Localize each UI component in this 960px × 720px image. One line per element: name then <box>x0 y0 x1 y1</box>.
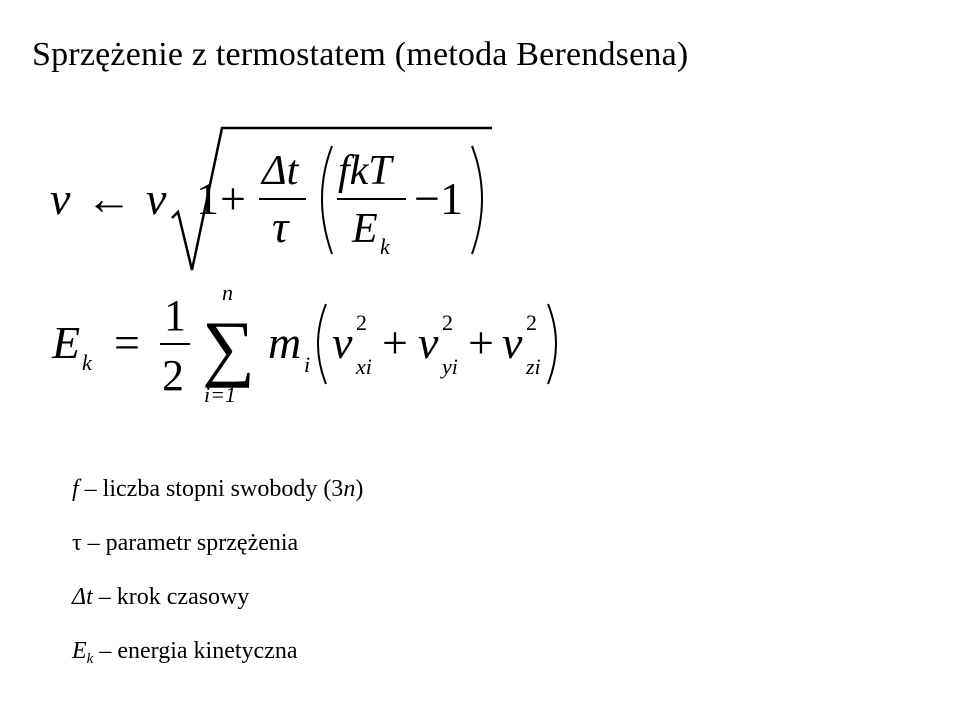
eq2-lhs-k: k <box>82 350 92 375</box>
berendsen-scaling-equation <box>40 118 560 278</box>
legend-ek-symbol: E <box>72 638 87 664</box>
eq2-sum-lower: i=1 <box>204 382 236 407</box>
eq1-one: 1 <box>196 173 219 224</box>
eq1-plus: + <box>220 173 246 224</box>
legend-dt-delta: Δ <box>72 584 87 610</box>
eq2-half-den: 2 <box>162 351 184 400</box>
eq1-left-paren <box>322 146 332 254</box>
legend-f-n: n <box>343 476 356 502</box>
legend-f-close: ) <box>355 476 364 502</box>
eq2-v3: v <box>502 317 523 368</box>
legend-tau-symbol: τ <box>72 530 82 556</box>
legend-time-step <box>72 584 249 611</box>
eq1-inner-num: fkT <box>338 148 392 194</box>
eq2-lhs-e: E <box>52 317 81 368</box>
legend-tau-text: – parametr sprzężenia <box>81 530 299 556</box>
eq2-plus-a: + <box>382 317 408 368</box>
eq2-plus-b: + <box>468 317 494 368</box>
kinetic-energy-equation <box>40 278 600 408</box>
legend-ek-sub: k <box>86 651 94 667</box>
sum-sign: ∑ <box>202 307 255 389</box>
legend-ek-text: – energia kinetyczna <box>93 638 298 664</box>
legend-dt-t: t <box>86 584 93 610</box>
eq2-m: m <box>268 317 302 368</box>
legend-coupling-parameter <box>72 530 298 557</box>
eq2-v1-sub: xi <box>356 354 372 379</box>
slide-title: Sprzężenie z termostatem (metoda Berendsena) <box>32 36 689 73</box>
eq2-left-paren <box>318 304 326 384</box>
eq2-half-num: 1 <box>164 291 186 340</box>
eq1-arrow: ← <box>86 173 132 224</box>
eq2-right-paren <box>548 304 556 384</box>
eq2-m-sub: i <box>304 352 311 377</box>
eq1-inner-den-e: E <box>352 206 378 252</box>
legend-f-symbol: f <box>72 476 79 502</box>
legend-f-text: – liczba stopni swobody (3 <box>78 476 344 502</box>
eq1-frac-den: τ <box>272 201 289 252</box>
eq2-sum-upper: n <box>222 280 233 305</box>
eq1-minus-one: −1 <box>414 173 463 224</box>
eq2-v2-sup: 2 <box>442 310 453 335</box>
eq1-right-paren <box>472 146 482 254</box>
eq2-equals: = <box>114 317 140 368</box>
eq1-lhs-v: v <box>50 173 71 224</box>
eq2-v1-sup: 2 <box>356 310 367 335</box>
eq1-v-factor: v <box>146 173 167 224</box>
legend-degrees-of-freedom <box>72 476 363 503</box>
eq2-v1: v <box>332 317 353 368</box>
legend-kinetic-energy <box>72 638 297 668</box>
eq1-frac-num: Δt <box>262 148 299 194</box>
eq2-v2: v <box>418 317 439 368</box>
eq2-v2-sub: yi <box>442 354 458 379</box>
legend-dt-text: – krok czasowy <box>92 584 250 610</box>
eq1-inner-den-k: k <box>380 234 390 259</box>
eq2-v3-sup: 2 <box>526 310 537 335</box>
eq2-v3-sub: zi <box>526 354 541 379</box>
